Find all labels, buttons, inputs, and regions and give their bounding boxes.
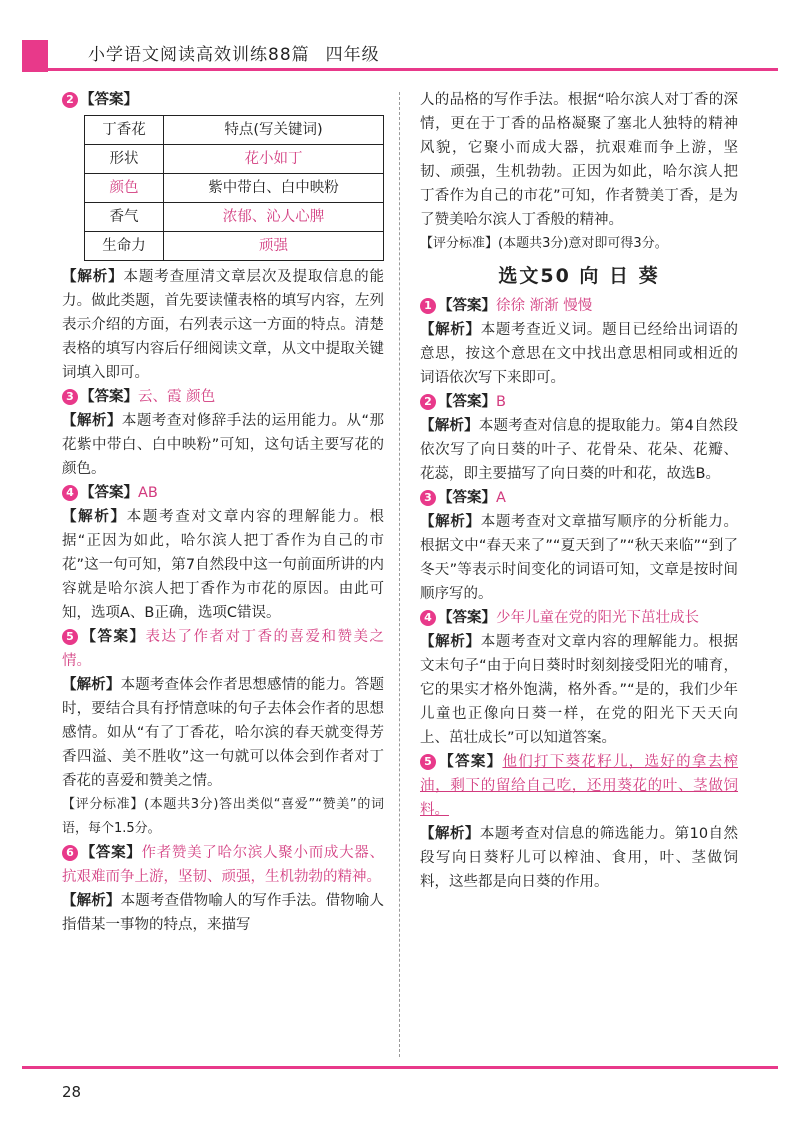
answer-text: AB: [138, 485, 158, 501]
analysis-text: 本题考查借物喻人的写作手法。借物喻人指借某一事物的特点，来描写: [62, 893, 385, 933]
answer-text: A: [496, 490, 506, 506]
analysis-text: 本题考查近义词。题目已经给出词语的意思，按这个意思在文中找出意思相同或相近的词语依次写下来即可。: [420, 322, 739, 386]
table-row: [85, 174, 384, 203]
analysis-text: 本题考查对信息的筛选能力。第10自然段写向日葵籽儿可以榨油、食用，叶、茎做饲料，这些都是向日葵的作用。: [420, 826, 739, 890]
table-cell: 紫中带白、白中映粉: [164, 174, 384, 203]
analysis-paragraph: [62, 673, 384, 793]
analysis-paragraph: [420, 822, 738, 894]
answer-label: 【答案】: [80, 92, 138, 108]
analysis-paragraph: [420, 630, 738, 750]
analysis-paragraph: [62, 265, 384, 385]
question-number: 5: [62, 629, 78, 645]
table-row: [85, 145, 384, 174]
answer-label: 【答案】: [438, 394, 496, 410]
book-title-text: 小学语文阅读高效训练88篇: [88, 45, 310, 65]
analysis-label: 【解析】: [62, 509, 127, 525]
analysis-text: 本题考查厘清文章层次及提取信息的能力。做此类题，首先要读懂表格的填写内容，左列表示介绍的方面，右列表示这一方面的特点。清楚表格的填写内容后仔细阅读文章，从文中提取关键词填入即可。: [62, 269, 384, 381]
analysis-label: 【解析】: [62, 413, 122, 429]
scoring-note: [420, 232, 738, 256]
table-row: [85, 203, 384, 232]
analysis-paragraph: [62, 409, 384, 481]
analysis-label: 【解析】: [420, 826, 480, 842]
question-number: 2: [62, 92, 78, 108]
analysis-paragraph: [62, 889, 384, 937]
question-number: 3: [420, 490, 436, 506]
section-title: 选文50 向 日 葵: [498, 265, 660, 287]
analysis-paragraph: [420, 414, 738, 486]
question-number: 6: [62, 845, 78, 861]
analysis-text: 本题考查对文章内容的理解能力。根据“正因为如此，哈尔滨人把丁香作为自己的市花”这一句可知，第7自然段中这一句前面所讲的内容就是哈尔滨人把丁香作为市花的原因。由此可知，选项A、B正确，选项C错误。: [62, 509, 385, 621]
question-number: 5: [420, 754, 436, 770]
question-4-right: [420, 606, 738, 630]
analysis-text: 本题考查对修辞手法的运用能力。从“那花紫中带白、白中映粉”可知，这句话主要写花的颜色。: [62, 413, 384, 477]
analysis-label: 【解析】: [420, 634, 481, 650]
question-5: [62, 625, 384, 673]
answer-label: 【答案】: [80, 485, 138, 501]
header-rule: [22, 68, 778, 71]
table-cell-answer: 顽强: [164, 232, 384, 261]
question-6: [62, 841, 384, 889]
analysis-paragraph: [420, 318, 738, 390]
analysis-text: 本题考查对信息的提取能力。第4自然段依次写了向日葵的叶子、花骨朵、花朵、花瓣、花蕊，即主要描写了向日葵的叶和花，故选B。: [420, 418, 738, 482]
question-1: [420, 294, 738, 318]
analysis-label: 【解析】: [62, 893, 121, 909]
left-column: [62, 88, 384, 937]
question-number: 4: [62, 485, 78, 501]
answer-text: 他们打下葵花籽儿，选好的拿去榨油，剩下的留给自己吃，还用葵花的叶、茎做饲料。: [420, 754, 739, 818]
question-2: [62, 88, 384, 112]
question-4: [62, 481, 384, 505]
table-header-row: [85, 116, 384, 145]
scoring-label: 【评分标准】: [62, 797, 144, 812]
answer-table: [84, 115, 384, 261]
footer-rule: [22, 1066, 778, 1069]
question-number: 2: [420, 394, 436, 410]
analysis-label: 【解析】: [420, 418, 479, 434]
question-5-right: [420, 750, 738, 822]
table-row: [85, 232, 384, 261]
analysis-label: 【解析】: [420, 322, 481, 338]
scoring-label: 【评分标准】: [420, 236, 499, 251]
question-number: 4: [420, 610, 436, 626]
answer-label: 【答案】: [80, 389, 138, 405]
answer-text: 表达了作者对丁香的喜爱和赞美之情。: [62, 629, 384, 669]
answer-label: 【答案】: [438, 610, 496, 626]
table-cell: 香气: [85, 203, 164, 232]
answer-text: B: [496, 394, 506, 410]
analysis-label: 【解析】: [62, 269, 124, 285]
analysis-label: 【解析】: [420, 514, 481, 530]
answer-text: 云、霞 颜色: [138, 389, 216, 405]
analysis-text: 本题考查对文章描写顺序的分析能力。根据文中“春天来了”“夏天到了”“秋天来临”“到了冬天”等表示时间变化的词语可知，文章是按时间顺序写的。: [420, 514, 739, 602]
table-header-cell: 丁香花: [85, 116, 164, 145]
question-3: [62, 385, 384, 409]
scoring-text: (本题共3分)意对即可得3分。: [498, 236, 668, 251]
column-divider: [399, 92, 400, 1057]
answer-text: 少年儿童在党的阳光下茁壮成长: [496, 610, 699, 626]
analysis-text: 本题考查体会作者思想感情的能力。答题时，要结合具有抒情意味的句子去体会作者的思想感情。如从“有了丁香花，哈尔滨的春天就变得芳香四溢、美不胜收”这一句就可以体会到作者对丁香花的喜爱和赞美之情。: [62, 677, 385, 789]
answer-text: 作者赞美了哈尔滨人聚小而成大器、抗艰难而争上游，坚韧、顽强，生机勃勃的精神。: [62, 845, 384, 885]
right-column: [420, 88, 738, 894]
analysis-paragraph: [62, 505, 384, 625]
grade-label: 四年级: [325, 45, 380, 65]
page-number: 28: [62, 1083, 82, 1101]
question-2-right: [420, 390, 738, 414]
question-3-right: [420, 486, 738, 510]
question-number: 1: [420, 298, 436, 314]
question-number: 3: [62, 389, 78, 405]
answer-label: 【答案】: [80, 629, 146, 645]
table-cell-answer: 浓郁、沁人心脾: [164, 203, 384, 232]
scoring-note: [62, 793, 384, 841]
table-header-cell: 特点(写关键词): [164, 116, 384, 145]
table-cell: 形状: [85, 145, 164, 174]
answer-label: 【答案】: [80, 845, 142, 861]
book-title: [88, 40, 380, 65]
table-cell: 生命力: [85, 232, 164, 261]
analysis-paragraph: [420, 510, 738, 606]
table-cell-answer: 花小如丁: [164, 145, 384, 174]
answer-label: 【答案】: [438, 754, 503, 770]
answer-text: 徐徐 渐渐 慢慢: [496, 298, 593, 314]
scoring-text: (本题共3分)答出类似“喜爱”“赞美”的词语，每个1.5分。: [62, 797, 384, 836]
answer-label: 【答案】: [438, 490, 496, 506]
answer-label: 【答案】: [438, 298, 496, 314]
table-cell-answer: 颜色: [85, 174, 164, 203]
analysis-label: 【解析】: [62, 677, 121, 693]
analysis-continuation: 人的品格的写作手法。根据“哈尔滨人对丁香的深情，更在于丁香的品格凝聚了塞北人独特的精神风貌，它聚小而成大器，抗艰难而争上游，坚韧、顽强，生机勃勃。正因为如此，哈尔滨人把丁香作为自己的市花”可知，作者赞美丁香，是为了赞美哈尔滨人丁香般的精神。: [420, 92, 738, 228]
analysis-text: 本题考查对文章内容的理解能力。根据文末句子“由于向日葵时时刻刻接受阳光的哺育，它的果实才格外饱满，格外香。”“是的，我们少年儿童也正像向日葵一样，在党的阳光下天天向上、茁壮成长”可以知道答案。: [420, 634, 739, 746]
